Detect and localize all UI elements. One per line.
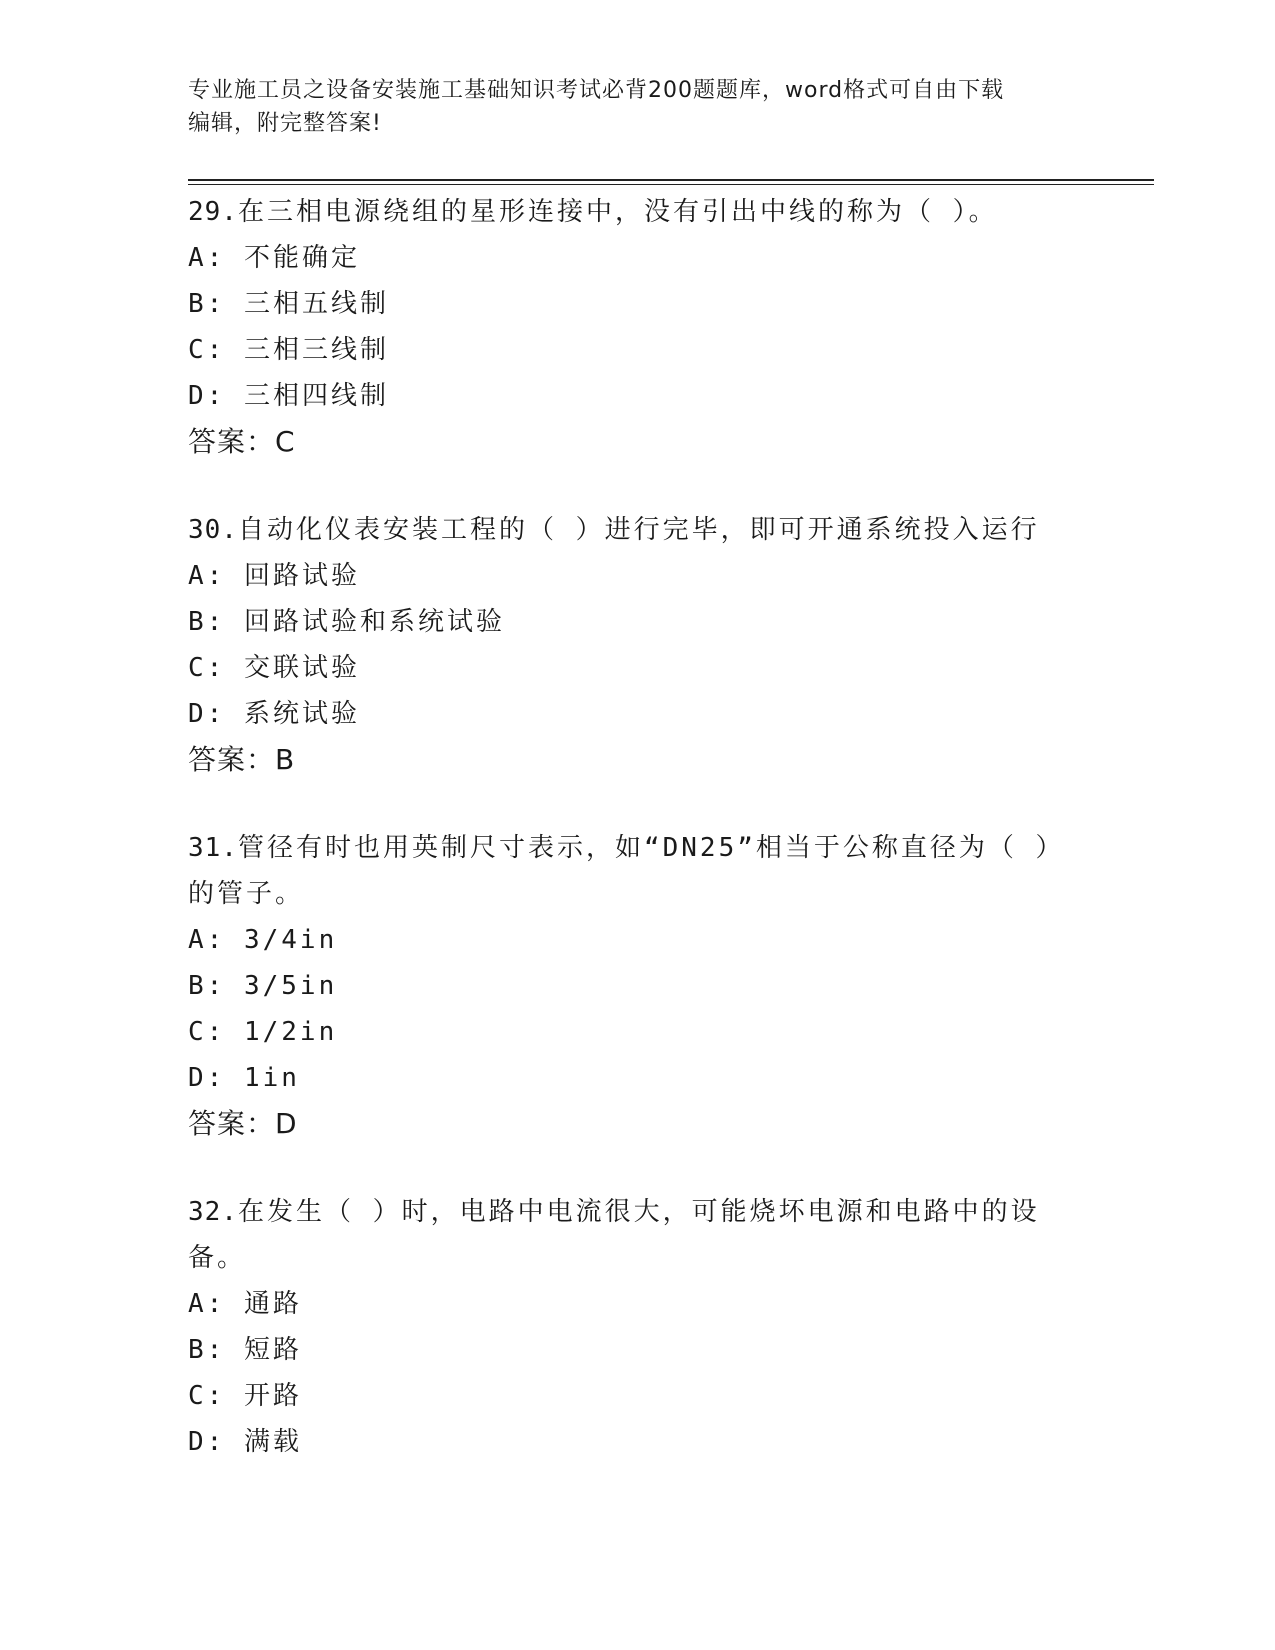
option-a xyxy=(188,1281,1068,1327)
option-key: A: xyxy=(188,925,226,955)
question-30 xyxy=(188,507,1068,783)
answer-line: 答案：C xyxy=(188,425,296,458)
option-c xyxy=(188,327,1068,373)
question-text xyxy=(188,189,1068,235)
option-text: 短路 xyxy=(243,1335,302,1365)
option-d xyxy=(188,1419,1068,1465)
question-number: 30. xyxy=(188,515,238,545)
option-text: 不能确定 xyxy=(243,243,360,273)
option-d xyxy=(188,691,1068,737)
question-text xyxy=(188,825,1068,917)
option-a xyxy=(188,553,1068,599)
option-key: C: xyxy=(188,335,226,365)
question-text xyxy=(188,1189,1068,1281)
option-key: B: xyxy=(188,607,226,637)
question-body: 自动化仪表安装工程的（ ）进行完毕，即可开通系统投入运行 xyxy=(237,515,1040,545)
question-list xyxy=(188,189,1068,1465)
option-key: A: xyxy=(188,561,226,591)
option-b xyxy=(188,963,1068,1009)
option-text: 回路试验 xyxy=(243,561,360,591)
option-d xyxy=(188,373,1068,419)
header-line-1: 专业施工员之设备安装施工基础知识考试必背200题题库，word格式可自由下载 xyxy=(188,78,1005,103)
option-text: 3/5in xyxy=(243,971,338,1001)
option-text: 开路 xyxy=(243,1381,302,1411)
option-key: C: xyxy=(188,1381,226,1411)
option-key: A: xyxy=(188,243,226,273)
option-a xyxy=(188,917,1068,963)
header-line-2: 编辑，附完整答案! xyxy=(188,111,382,136)
question-31 xyxy=(188,825,1068,1147)
option-text: 1/2in xyxy=(243,1017,338,1047)
question-body: 在三相电源绕组的星形连接中，没有引出中线的称为（ ）。 xyxy=(237,197,998,227)
option-text: 系统试验 xyxy=(243,699,360,729)
option-key: D: xyxy=(188,1427,226,1457)
option-key: A: xyxy=(188,1289,226,1319)
option-text: 1in xyxy=(243,1063,300,1093)
option-text: 满载 xyxy=(243,1427,302,1457)
option-b xyxy=(188,599,1068,645)
option-key: B: xyxy=(188,289,226,319)
question-body: 在发生（ ）时，电路中电流很大，可能烧坏电源和电路中的设备。 xyxy=(188,1197,1040,1273)
option-key: B: xyxy=(188,1335,226,1365)
option-key: B: xyxy=(188,971,226,1001)
option-text: 回路试验和系统试验 xyxy=(243,607,505,637)
option-c xyxy=(188,1009,1068,1055)
header-divider-thin xyxy=(188,184,1154,185)
option-text: 三相三线制 xyxy=(243,335,389,365)
option-key: D: xyxy=(188,381,226,411)
question-number: 32. xyxy=(188,1197,238,1227)
option-b xyxy=(188,281,1068,327)
option-d xyxy=(188,1055,1068,1101)
option-text: 3/4in xyxy=(243,925,338,955)
answer-line: 答案：B xyxy=(188,743,296,776)
option-text: 三相五线制 xyxy=(243,289,389,319)
question-body: 管径有时也用英制尺寸表示，如“DN25”相当于公称直径为（ ）的管子。 xyxy=(188,833,1065,909)
option-c xyxy=(188,645,1068,691)
question-text xyxy=(188,507,1068,553)
question-number: 29. xyxy=(188,197,238,227)
question-number: 31. xyxy=(188,833,238,863)
option-c xyxy=(188,1373,1068,1419)
answer-line: 答案：D xyxy=(188,1107,298,1140)
option-a xyxy=(188,235,1068,281)
option-key: C: xyxy=(188,1017,226,1047)
option-text: 交联试验 xyxy=(243,653,360,683)
question-29 xyxy=(188,189,1068,465)
question-32 xyxy=(188,1189,1068,1465)
option-b xyxy=(188,1327,1068,1373)
option-text: 通路 xyxy=(243,1289,302,1319)
option-key: C: xyxy=(188,653,226,683)
header-divider-thick xyxy=(188,179,1154,181)
option-key: D: xyxy=(188,1063,226,1093)
document-header xyxy=(188,74,1088,140)
option-text: 三相四线制 xyxy=(243,381,389,411)
option-key: D: xyxy=(188,699,226,729)
